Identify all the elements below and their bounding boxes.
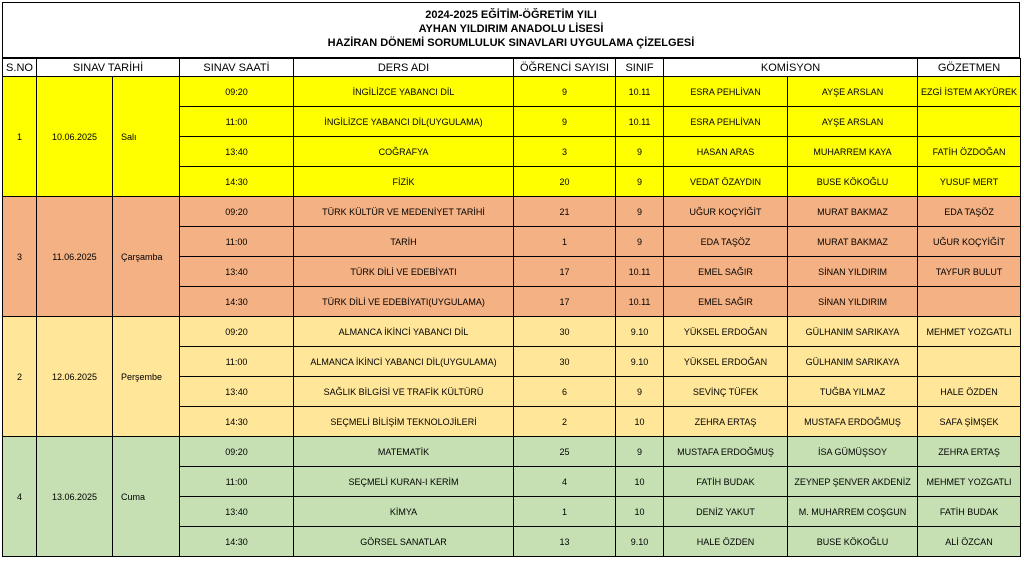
class-cell: 9 — [616, 227, 664, 257]
class-cell: 10.11 — [616, 107, 664, 137]
class-cell: 9 — [616, 137, 664, 167]
count-cell: 25 — [514, 437, 616, 467]
exam-schedule-table — [2, 58, 1021, 557]
class-cell: 9 — [616, 377, 664, 407]
course-cell: KİMYA — [294, 497, 514, 527]
proctor-cell — [918, 107, 1021, 137]
commission-member-2: İSA GÜMÜŞSOY — [788, 437, 918, 467]
time-cell: 14:30 — [180, 527, 294, 557]
day-cell: Çarşamba — [113, 197, 180, 317]
commission-member-2: BUSE KÖKOĞLU — [788, 527, 918, 557]
commission-member-1: DENİZ YAKUT — [664, 497, 788, 527]
course-cell: TÜRK KÜLTÜR VE MEDENİYET TARİHİ — [294, 197, 514, 227]
count-cell: 9 — [514, 107, 616, 137]
col-sno: S.NO — [3, 59, 37, 77]
commission-member-1: YÜKSEL ERDOĞAN — [664, 347, 788, 377]
course-cell: ALMANCA İKİNCİ YABANCI DİL — [294, 317, 514, 347]
time-cell: 13:40 — [180, 377, 294, 407]
course-cell: TÜRK DİLİ VE EDEBİYATI — [294, 257, 514, 287]
col-student-count: ÖĞRENCİ SAYISI — [514, 59, 616, 77]
commission-member-2: GÜLHANIM SARIKAYA — [788, 317, 918, 347]
commission-member-2: GÜLHANIM SARIKAYA — [788, 347, 918, 377]
header-row — [3, 59, 1021, 77]
time-cell: 11:00 — [180, 467, 294, 497]
commission-member-2: MUHARREM KAYA — [788, 137, 918, 167]
commission-member-2: BUSE KÖKOĞLU — [788, 167, 918, 197]
date-cell: 12.06.2025 — [37, 317, 113, 437]
date-cell: 10.06.2025 — [37, 77, 113, 197]
sno-cell: 2 — [3, 317, 37, 437]
proctor-cell: SAFA ŞİMŞEK — [918, 407, 1021, 437]
title-year: 2024-2025 EĞİTİM-ÖĞRETİM YILI — [425, 9, 597, 21]
day-cell: Salı — [113, 77, 180, 197]
course-cell: TARİH — [294, 227, 514, 257]
col-exam-date: SINAV TARİHİ — [37, 59, 180, 77]
commission-member-2: MURAT BAKMAZ — [788, 197, 918, 227]
title-block — [2, 2, 1020, 58]
commission-member-2: M. MUHARREM COŞGUN — [788, 497, 918, 527]
title-school: AYHAN YILDIRIM ANADOLU LİSESİ — [418, 23, 604, 35]
class-cell: 10 — [616, 407, 664, 437]
count-cell: 30 — [514, 317, 616, 347]
commission-member-2: SİNAN YILDIRIM — [788, 287, 918, 317]
course-cell: SEÇMELİ BİLİŞİM TEKNOLOJİLERİ — [294, 407, 514, 437]
commission-member-1: ZEHRA ERTAŞ — [664, 407, 788, 437]
course-cell: SAĞLIK BİLGİSİ VE TRAFİK KÜLTÜRÜ — [294, 377, 514, 407]
commission-member-1: YÜKSEL ERDOĞAN — [664, 317, 788, 347]
col-class: SINIF — [616, 59, 664, 77]
commission-member-1: ESRA PEHLİVAN — [664, 77, 788, 107]
sno-cell: 1 — [3, 77, 37, 197]
col-exam-time: SINAV SAATİ — [180, 59, 294, 77]
proctor-cell: HALE ÖZDEN — [918, 377, 1021, 407]
count-cell: 6 — [514, 377, 616, 407]
class-cell: 9 — [616, 437, 664, 467]
class-cell: 10 — [616, 467, 664, 497]
course-cell: İNGİLİZCE YABANCI DİL — [294, 77, 514, 107]
course-cell: İNGİLİZCE YABANCI DİL(UYGULAMA) — [294, 107, 514, 137]
commission-member-1: FATİH BUDAK — [664, 467, 788, 497]
count-cell: 3 — [514, 137, 616, 167]
time-cell: 09:20 — [180, 77, 294, 107]
proctor-cell: UĞUR KOÇYİĞİT — [918, 227, 1021, 257]
proctor-cell: EZGİ İSTEM AKYÜREK — [918, 77, 1021, 107]
commission-member-1: HALE ÖZDEN — [664, 527, 788, 557]
proctor-cell: ALİ ÖZCAN — [918, 527, 1021, 557]
course-cell: TÜRK DİLİ VE EDEBİYATI(UYGULAMA) — [294, 287, 514, 317]
commission-member-2: AYŞE ARSLAN — [788, 107, 918, 137]
class-cell: 10.11 — [616, 287, 664, 317]
course-cell: ALMANCA İKİNCİ YABANCI DİL(UYGULAMA) — [294, 347, 514, 377]
date-cell: 11.06.2025 — [37, 197, 113, 317]
day-cell: Cuma — [113, 437, 180, 557]
commission-member-1: UĞUR KOÇYİĞİT — [664, 197, 788, 227]
count-cell: 9 — [514, 77, 616, 107]
proctor-cell: ZEHRA ERTAŞ — [918, 437, 1021, 467]
commission-member-1: EMEL SAĞIR — [664, 257, 788, 287]
time-cell: 14:30 — [180, 287, 294, 317]
course-cell: GÖRSEL SANATLAR — [294, 527, 514, 557]
time-cell: 14:30 — [180, 407, 294, 437]
count-cell: 4 — [514, 467, 616, 497]
proctor-cell: FATİH BUDAK — [918, 497, 1021, 527]
count-cell: 17 — [514, 257, 616, 287]
commission-member-2: AYŞE ARSLAN — [788, 77, 918, 107]
commission-member-1: HASAN ARAS — [664, 137, 788, 167]
count-cell: 17 — [514, 287, 616, 317]
class-cell: 10 — [616, 497, 664, 527]
time-cell: 09:20 — [180, 317, 294, 347]
commission-member-2: MUSTAFA ERDOĞMUŞ — [788, 407, 918, 437]
commission-member-1: VEDAT ÖZAYDIN — [664, 167, 788, 197]
time-cell: 09:20 — [180, 437, 294, 467]
class-cell: 10.11 — [616, 77, 664, 107]
commission-member-1: EDA TAŞÖZ — [664, 227, 788, 257]
table-row — [3, 197, 1021, 227]
count-cell: 1 — [514, 227, 616, 257]
course-cell: COĞRAFYA — [294, 137, 514, 167]
time-cell: 13:40 — [180, 257, 294, 287]
commission-member-2: TUĞBA YILMAZ — [788, 377, 918, 407]
commission-member-2: MURAT BAKMAZ — [788, 227, 918, 257]
proctor-cell: FATİH ÖZDOĞAN — [918, 137, 1021, 167]
time-cell: 11:00 — [180, 347, 294, 377]
col-course-name: DERS ADI — [294, 59, 514, 77]
time-cell: 14:30 — [180, 167, 294, 197]
count-cell: 20 — [514, 167, 616, 197]
class-cell: 9.10 — [616, 347, 664, 377]
count-cell: 13 — [514, 527, 616, 557]
class-cell: 10.11 — [616, 257, 664, 287]
time-cell: 11:00 — [180, 107, 294, 137]
time-cell: 09:20 — [180, 197, 294, 227]
proctor-cell — [918, 287, 1021, 317]
time-cell: 13:40 — [180, 137, 294, 167]
date-cell: 13.06.2025 — [37, 437, 113, 557]
course-cell: MATEMATİK — [294, 437, 514, 467]
commission-member-1: ESRA PEHLİVAN — [664, 107, 788, 137]
col-commission: KOMİSYON — [664, 59, 918, 77]
commission-member-1: EMEL SAĞIR — [664, 287, 788, 317]
time-cell: 13:40 — [180, 497, 294, 527]
commission-member-2: SİNAN YILDIRIM — [788, 257, 918, 287]
count-cell: 30 — [514, 347, 616, 377]
col-proctor: GÖZETMEN — [918, 59, 1021, 77]
count-cell: 21 — [514, 197, 616, 227]
proctor-cell: EDA TAŞÖZ — [918, 197, 1021, 227]
class-cell: 9.10 — [616, 317, 664, 347]
class-cell: 9 — [616, 167, 664, 197]
commission-member-1: MUSTAFA ERDOĞMUŞ — [664, 437, 788, 467]
class-cell: 9.10 — [616, 527, 664, 557]
table-row — [3, 437, 1021, 467]
proctor-cell: YUSUF MERT — [918, 167, 1021, 197]
proctor-cell: TAYFUR BULUT — [918, 257, 1021, 287]
time-cell: 11:00 — [180, 227, 294, 257]
count-cell: 1 — [514, 497, 616, 527]
course-cell: FİZİK — [294, 167, 514, 197]
table-row — [3, 317, 1021, 347]
count-cell: 2 — [514, 407, 616, 437]
commission-member-1: SEVİNÇ TÜFEK — [664, 377, 788, 407]
class-cell: 9 — [616, 197, 664, 227]
sno-cell: 4 — [3, 437, 37, 557]
proctor-cell: MEHMET YOZGATLI — [918, 317, 1021, 347]
proctor-cell — [918, 347, 1021, 377]
day-cell: Perşembe — [113, 317, 180, 437]
commission-member-2: ZEYNEP ŞENVER AKDENİZ — [788, 467, 918, 497]
table-row — [3, 77, 1021, 107]
sno-cell: 3 — [3, 197, 37, 317]
title-schedule: HAZİRAN DÖNEMİ SORUMLULUK SINAVLARI UYGULAMA ÇİZELGESİ — [327, 37, 695, 49]
schedule-body — [3, 77, 1021, 557]
proctor-cell: MEHMET YOZGATLI — [918, 467, 1021, 497]
course-cell: SEÇMELİ KURAN-I KERİM — [294, 467, 514, 497]
